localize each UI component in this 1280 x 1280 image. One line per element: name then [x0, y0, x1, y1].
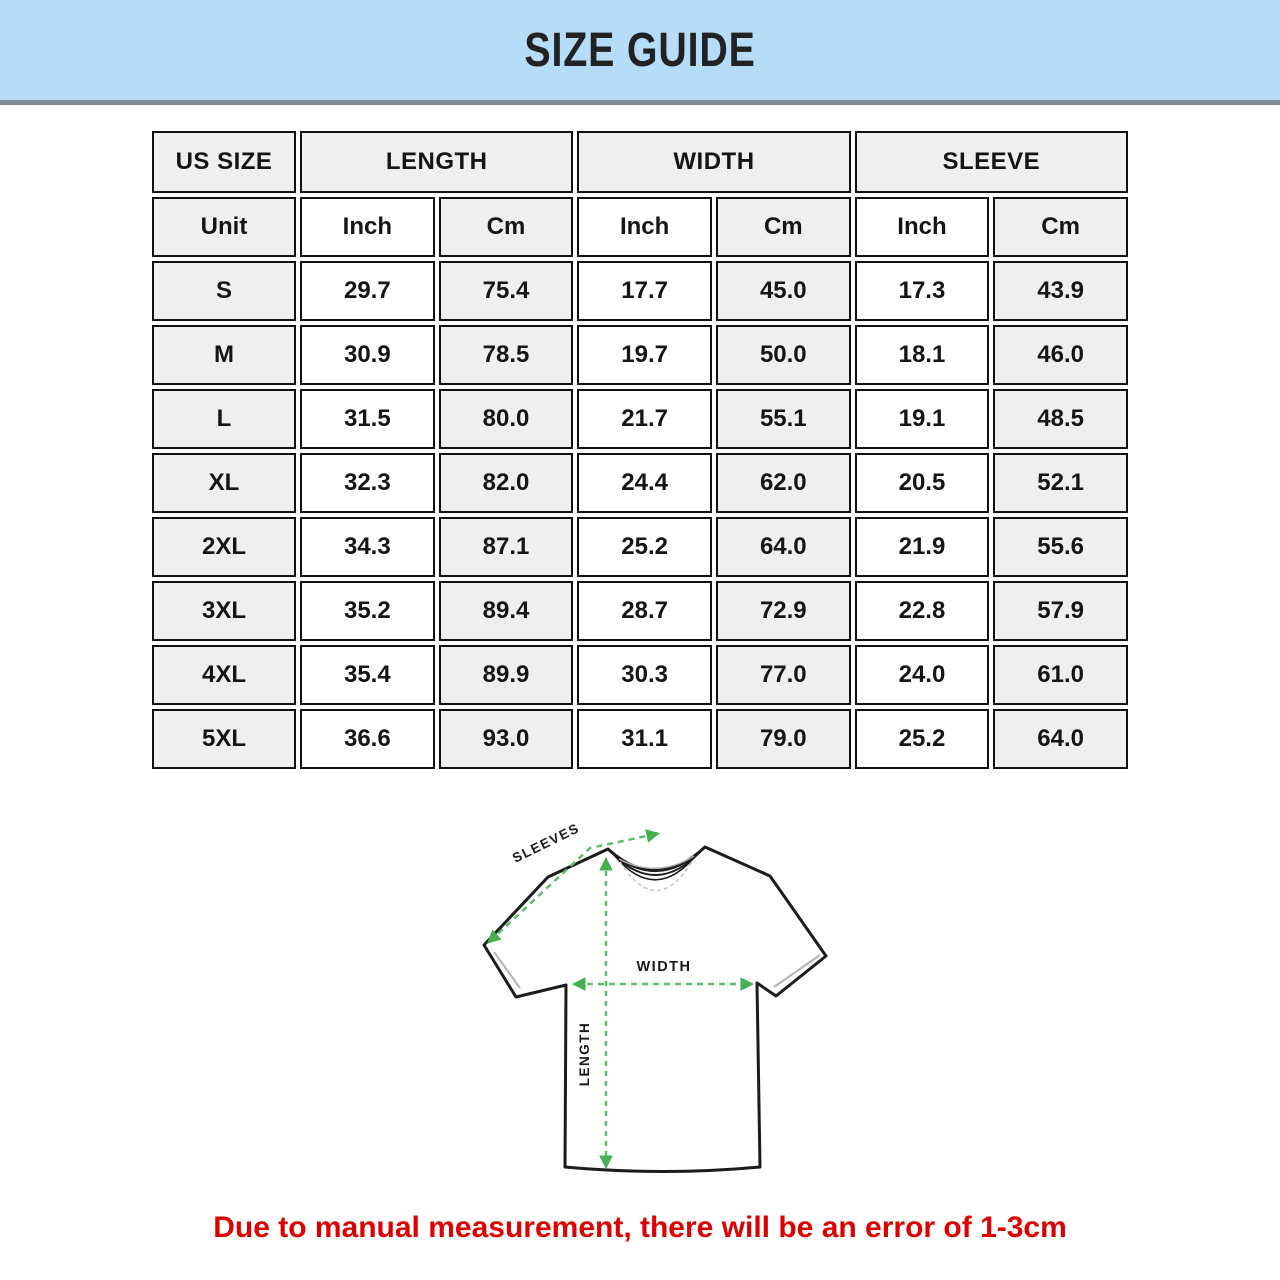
col-header-us-size: US SIZE [152, 131, 296, 193]
width-inch-cell: 24.4 [577, 453, 712, 513]
tshirt-diagram-svg [468, 819, 868, 1199]
size-label: S [152, 261, 296, 321]
unit-row [152, 197, 1128, 257]
size-label: 2XL [152, 517, 296, 577]
length-cm-cell: 75.4 [439, 261, 574, 321]
size-label: 5XL [152, 709, 296, 769]
width-inch-cell: 30.3 [577, 645, 712, 705]
length-inch-cell: 31.5 [300, 389, 435, 449]
unit-label: Unit [152, 197, 296, 257]
sleeve-cm-cell: 43.9 [993, 261, 1128, 321]
col-header-length: LENGTH [300, 131, 573, 193]
width-inch-cell: 19.7 [577, 325, 712, 385]
width-cm-cell: 72.9 [716, 581, 851, 641]
table-row [152, 325, 1128, 385]
sleeve-cm-cell: 48.5 [993, 389, 1128, 449]
length-inch-cell: 36.6 [300, 709, 435, 769]
sleeve-inch-cell: 17.3 [855, 261, 990, 321]
table-row [152, 645, 1128, 705]
length-cm-cell: 93.0 [439, 709, 574, 769]
unit-length-inch: Inch [300, 197, 435, 257]
col-header-width: WIDTH [577, 131, 850, 193]
width-cm-cell: 77.0 [716, 645, 851, 705]
size-label: L [152, 389, 296, 449]
sleeve-inch-cell: 24.0 [855, 645, 990, 705]
table-row [152, 581, 1128, 641]
sleeve-inch-cell: 19.1 [855, 389, 990, 449]
sleeve-inch-cell: 18.1 [855, 325, 990, 385]
unit-sleeve-cm: Cm [993, 197, 1128, 257]
sleeve-cm-cell: 64.0 [993, 709, 1128, 769]
col-header-sleeve: SLEEVE [855, 131, 1128, 193]
size-table [148, 127, 1132, 773]
length-cm-cell: 89.9 [439, 645, 574, 705]
width-inch-cell: 31.1 [577, 709, 712, 769]
sleeve-cm-cell: 57.9 [993, 581, 1128, 641]
size-label: XL [152, 453, 296, 513]
table-row [152, 453, 1128, 513]
sleeves-label: SLEEVES [510, 820, 583, 866]
tshirt-measurement-diagram [468, 819, 868, 1199]
length-inch-cell: 34.3 [300, 517, 435, 577]
sleeve-cm-cell: 52.1 [993, 453, 1128, 513]
width-inch-cell: 25.2 [577, 517, 712, 577]
banner [0, 0, 1280, 105]
table-row [152, 389, 1128, 449]
unit-width-cm: Cm [716, 197, 851, 257]
width-cm-cell: 62.0 [716, 453, 851, 513]
length-inch-cell: 35.2 [300, 581, 435, 641]
unit-length-cm: Cm [439, 197, 574, 257]
size-label: 4XL [152, 645, 296, 705]
width-cm-cell: 55.1 [716, 389, 851, 449]
length-cm-cell: 82.0 [439, 453, 574, 513]
sleeve-inch-cell: 21.9 [855, 517, 990, 577]
width-inch-cell: 17.7 [577, 261, 712, 321]
table-header-row [152, 131, 1128, 193]
length-cm-cell: 78.5 [439, 325, 574, 385]
sleeve-inch-cell: 20.5 [855, 453, 990, 513]
table-row [152, 517, 1128, 577]
unit-width-inch: Inch [577, 197, 712, 257]
width-cm-cell: 45.0 [716, 261, 851, 321]
unit-sleeve-inch: Inch [855, 197, 990, 257]
tshirt-outline [484, 847, 826, 1172]
width-inch-cell: 21.7 [577, 389, 712, 449]
width-inch-cell: 28.7 [577, 581, 712, 641]
width-label: WIDTH [636, 959, 692, 975]
size-label: 3XL [152, 581, 296, 641]
length-cm-cell: 89.4 [439, 581, 574, 641]
length-inch-cell: 32.3 [300, 453, 435, 513]
width-cm-cell: 79.0 [716, 709, 851, 769]
length-cm-cell: 80.0 [439, 389, 574, 449]
sleeve-cm-cell: 55.6 [993, 517, 1128, 577]
length-label: LENGTH [577, 1021, 592, 1087]
length-inch-cell: 29.7 [300, 261, 435, 321]
table-row [152, 261, 1128, 321]
width-cm-cell: 64.0 [716, 517, 851, 577]
size-label: M [152, 325, 296, 385]
length-cm-cell: 87.1 [439, 517, 574, 577]
sleeve-inch-cell: 25.2 [855, 709, 990, 769]
length-inch-cell: 35.4 [300, 645, 435, 705]
width-cm-cell: 50.0 [716, 325, 851, 385]
table-row [152, 709, 1128, 769]
length-inch-cell: 30.9 [300, 325, 435, 385]
sleeve-cm-cell: 61.0 [993, 645, 1128, 705]
sleeve-inch-cell: 22.8 [855, 581, 990, 641]
sleeve-cm-cell: 46.0 [993, 325, 1128, 385]
measurement-note: Due to manual measurement, there will be an error of 1-3cm [213, 1211, 1067, 1244]
page-title: SIZE GUIDE [524, 23, 756, 77]
